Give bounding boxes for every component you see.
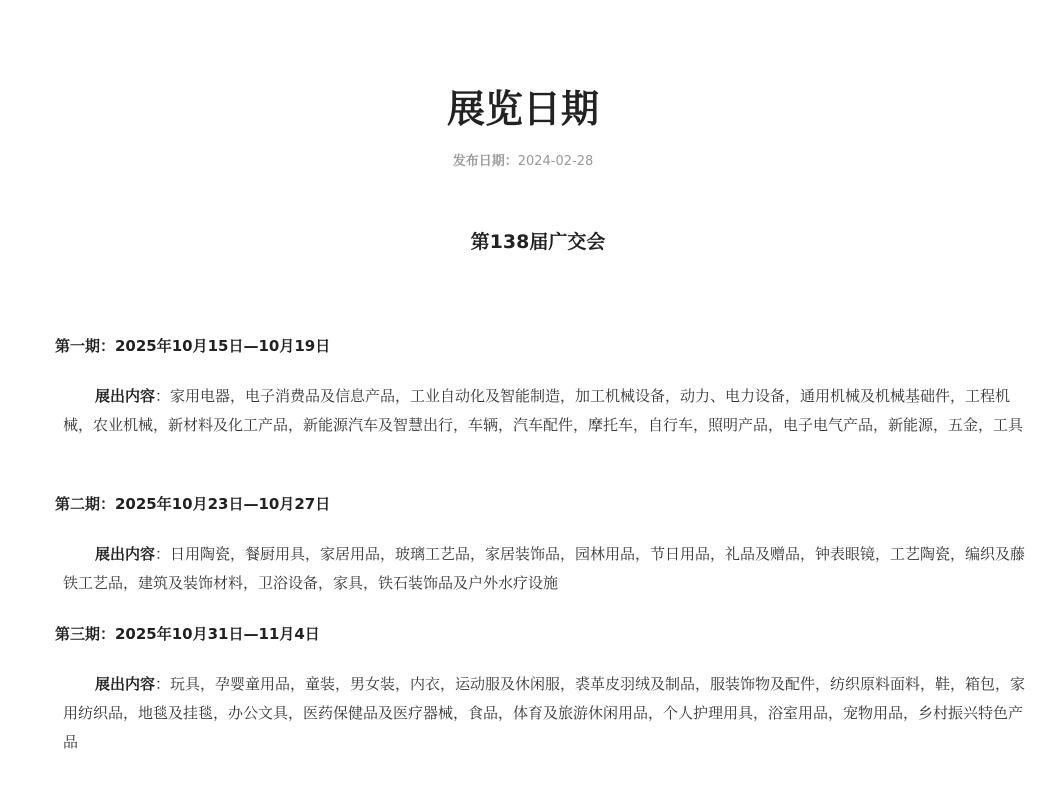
content-label: 展出内容: [95, 545, 156, 563]
phase-heading: 第二期：2025年10月23日—10月27日: [55, 495, 331, 513]
phase-section-3: [55, 623, 1035, 757]
phase-content: [55, 670, 1027, 757]
publish-meta: [0, 152, 1046, 172]
content-text: ：家用电器，电子消费品及信息产品，工业自动化及智能制造，加工机械设备，动力、电力设备，通用机械及机械基础件，工程机械，农业机械，新材料及化工产品，新能源汽车及智慧出行，车辆，汽车配件，摩托车，自行车，照明产品，电子电气产品，新能源，五金，工具: [63, 387, 1024, 434]
publish-date-value: 2024-02-28: [517, 154, 594, 169]
content-label: 展出内容: [95, 675, 156, 693]
phase-heading: 第一期：2025年10月15日—10月19日: [55, 337, 331, 355]
publish-date-label: 发布日期：: [452, 154, 518, 169]
phase-content: [55, 382, 1027, 440]
content-text: ：玩具，孕婴童用品，童装，男女装，内衣，运动服及休闲服，裘革皮羽绒及制品，服装饰物及配件，纺织原料面料，鞋，箱包，家用纺织品，地毯及挂毯，办公文具，医药保健品及医疗器械，食品，体育及旅游休闲用品，个人护理用具，浴室用品，宠物用品，乡村振兴特色产品: [63, 675, 1026, 751]
phase-section-1: [55, 335, 1035, 440]
content-label: 展出内容: [95, 387, 156, 405]
fair-session-title: 第138届广交会: [470, 231, 606, 253]
page-title: 展览日期: [446, 87, 599, 131]
phase-content: [55, 540, 1027, 598]
phase-section-2: [55, 493, 1035, 598]
phase-heading: 第三期：2025年10月31日—11月4日: [55, 625, 320, 643]
content-text: ：日用陶瓷，餐厨用具，家居用品，玻璃工艺品，家居装饰品，园林用品，节日用品，礼品及赠品，钟表眼镜，工艺陶瓷，编织及藤铁工艺品，建筑及装饰材料，卫浴设备，家具，铁石装饰品及户外水疗设施: [63, 545, 1026, 592]
